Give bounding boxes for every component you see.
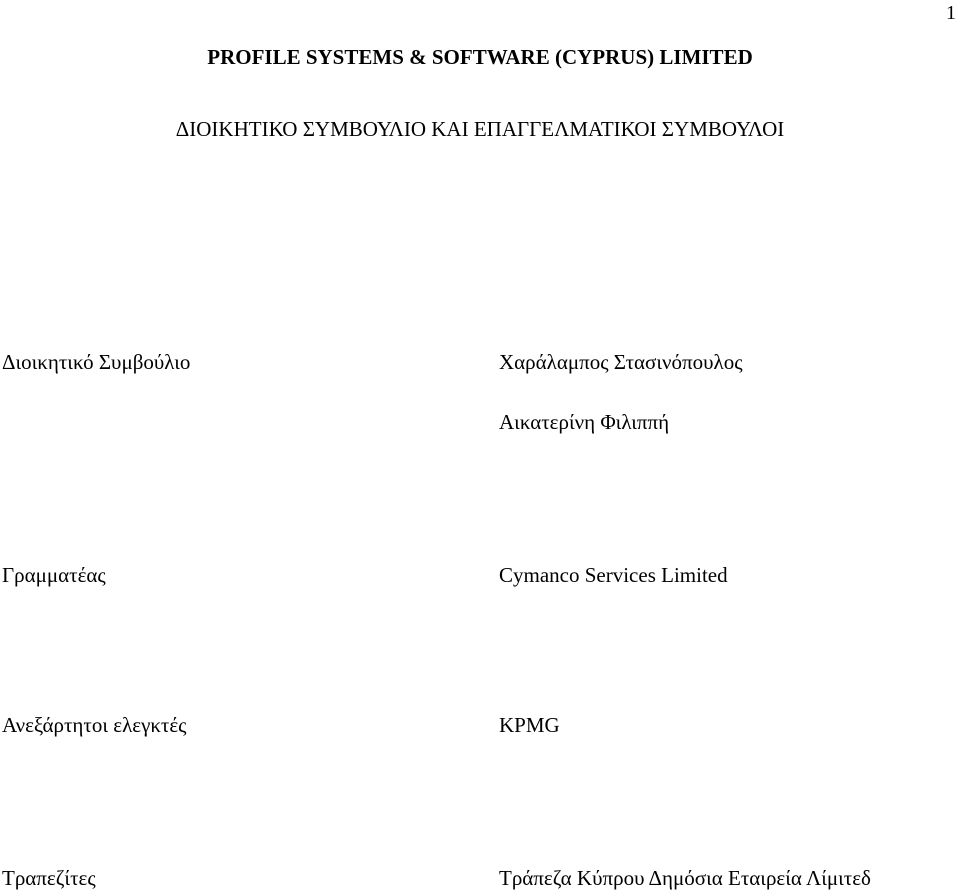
- bankers-value: Τράπεζα Κύπρου Δημόσια Εταιρεία Λίμιτεδ: [499, 866, 871, 890]
- page-number: 1: [946, 2, 956, 24]
- auditors-label: Ανεξάρτητοι ελεγκτές: [2, 713, 187, 737]
- secretary-value: Cymanco Services Limited: [499, 563, 728, 587]
- section-title: ΔΙΟΙΚΗΤΙΚΟ ΣΥΜΒΟΥΛΙΟ ΚΑΙ ΕΠΑΓΓΕΛΜΑΤΙΚΟΙ ΣΥΜΒΟΥΛΟΙ: [175, 117, 785, 141]
- board-label: Διοικητικό Συμβούλιο: [2, 350, 191, 374]
- auditors-value: KPMG: [499, 713, 560, 737]
- bankers-label: Τραπεζίτες: [2, 866, 96, 890]
- company-title: PROFILE SYSTEMS & SOFTWARE (CYPRUS) LIMITED: [207, 45, 753, 69]
- board-member-2: Αικατερίνη Φιλιππή: [499, 410, 670, 434]
- secretary-label: Γραμματέας: [2, 563, 106, 587]
- board-member-1: Χαράλαμπος Στασινόπουλος: [499, 350, 743, 374]
